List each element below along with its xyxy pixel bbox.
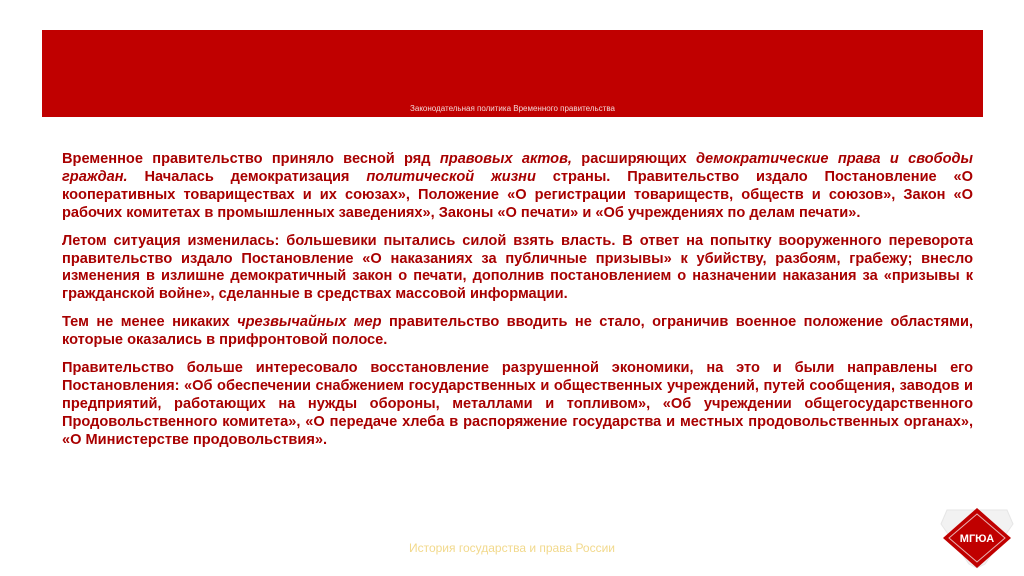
text-run: Временное правительство приняло весной ряд — [62, 151, 440, 167]
text-run: Летом ситуация изменилась: большевики пытались силой взять власть. В ответ на попытку вооруженного переворота правительство издало Постановление «О наказаниях за публичные призывы» к убийству, разбоям, грабежу; внесло изменения в излишне демократичный закон о печати, дополнив постановлением о назначении наказания за «призывы к гражданской войне», сделанные в средствах массовой информации. — [62, 232, 973, 303]
paragraph — [62, 151, 973, 223]
slide-title: Законодательная политика Временного правительства — [410, 104, 615, 113]
text-run-italic: правовых актов, — [439, 151, 572, 167]
text-run: расширяющих — [571, 151, 696, 167]
text-run: Правительство больше интересовало восстановление разрушенной экономики, на это и были направлены его Постановления: «Об обеспечении снабжением государственных и общественных учреждений, путей сообщения, заводов и предприятий, работающих на нужды обороны, металлами и топливом», «Об учреждении общегосударственного Продовольственного комитета», «О передаче хлеба в распоряжение государства и местных продовольственных органах», «О Министерстве продовольствия». — [62, 360, 973, 448]
mgyua-logo-icon — [937, 500, 1017, 570]
text-run: правительство вводить не стало, ограничив военное положение областями, которые оказались в прифронтовой полосе. — [62, 314, 973, 349]
text-run: Началась демократизация — [127, 168, 367, 185]
paragraph — [62, 360, 973, 450]
title-banner — [42, 30, 983, 117]
text-run-italic: политической жизни — [366, 168, 536, 185]
text-run-italic: демократические права и свободы граждан. — [62, 151, 973, 185]
text-run: Тем не менее никаких — [62, 314, 238, 331]
slide-content — [62, 151, 973, 450]
footer-caption: История государства и права России — [408, 541, 616, 555]
text-run-italic: чрезвычайных мер — [237, 314, 382, 331]
paragraph — [62, 314, 973, 350]
paragraph — [62, 233, 973, 305]
logo-text: МГЮА — [959, 533, 995, 545]
text-run: страны. Правительство издало Постановление «О кооперативных товариществах и их союзах», Положение «О регистрации товариществ, обществ и союзов», Закон «О рабочих комитетах в промышленных заведениях», Законы «О печати» и «Об учреждениях по делам печати». — [62, 168, 973, 221]
